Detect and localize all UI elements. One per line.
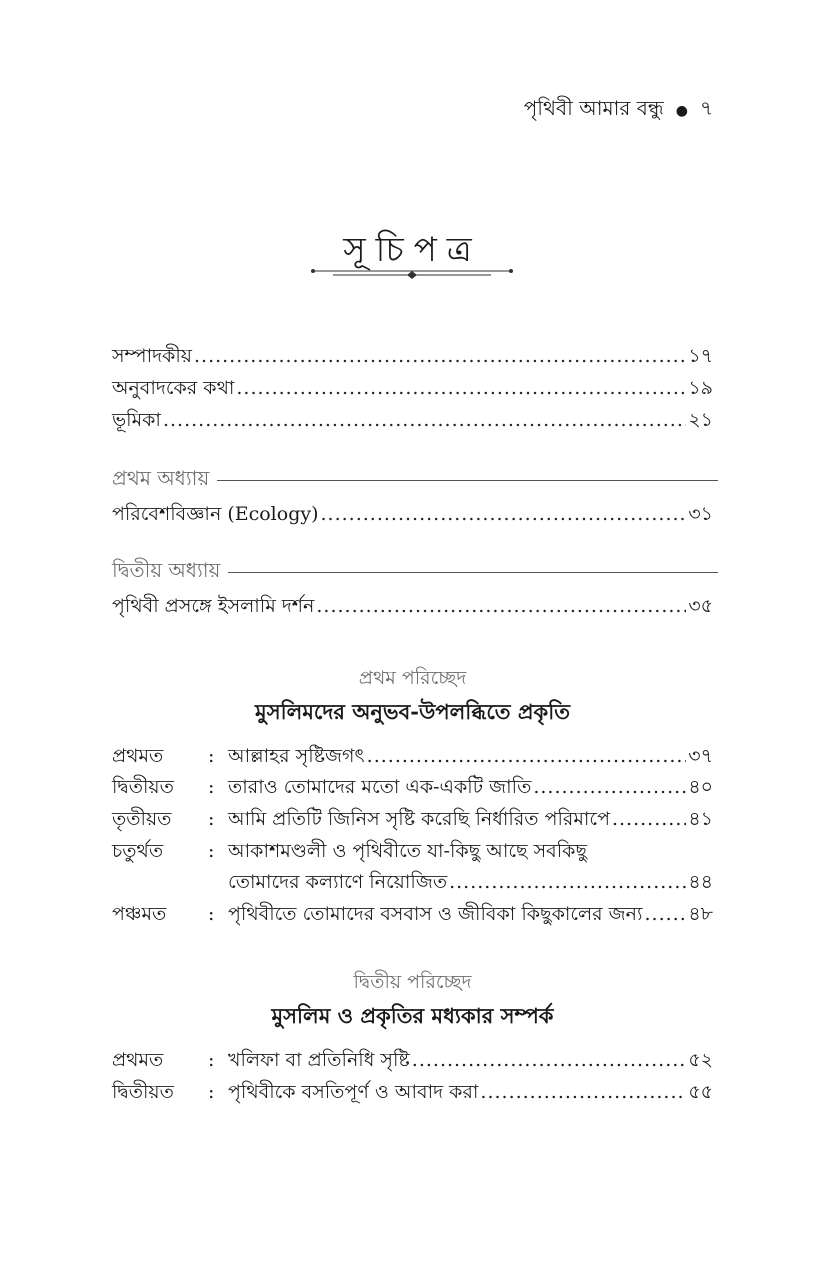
- toc-subentry[interactable]: [112, 805, 713, 835]
- subentry-text: আকাশমণ্ডলী ও পৃথিবীতে যা-কিছু আছে সবকিছু: [228, 840, 587, 862]
- colon: :: [208, 808, 215, 830]
- toc-entry-page: ১৯: [688, 377, 713, 399]
- toc-entry-page: ৫৫: [688, 1081, 713, 1103]
- toc-entry-label: অনুবাদকের কথা: [112, 377, 235, 399]
- ordinal-label: পঞ্চমত: [112, 903, 167, 925]
- toc-entry-page: ৩৭: [688, 745, 713, 767]
- dot-leader: [612, 808, 686, 830]
- toc-entry-page: ১৭: [688, 345, 713, 367]
- toc-subentry[interactable]: [112, 742, 713, 772]
- subentry-text: পৃথিবীতে তোমাদের বসবাস ও জীবিকা কিছুকালের জন্য: [228, 903, 643, 925]
- toc-entry-page: ৫২: [688, 1049, 713, 1071]
- dot-leader: [533, 776, 686, 798]
- ordinal-label: দ্বিতীয়ত: [112, 776, 174, 798]
- chapter-heading-label: প্রথম অধ্যায়: [112, 465, 210, 490]
- toc-entry[interactable]: [112, 592, 713, 622]
- dot-leader: [163, 409, 686, 431]
- toc-entry-label: ভূমিকা: [112, 409, 161, 431]
- dot-leader: [480, 1081, 686, 1103]
- dot-leader: [449, 871, 686, 893]
- subentry-text: আমি প্রতিটি জিনিস সৃষ্টি করেছি নির্ধারিত পরিমাপে: [228, 808, 610, 830]
- section-caption: দ্বিতীয় পরিচ্ছেদ: [353, 971, 472, 993]
- toc-entry[interactable]: [112, 374, 713, 404]
- colon: :: [208, 1081, 215, 1103]
- toc-subentry[interactable]: [112, 773, 713, 803]
- toc-entry[interactable]: [112, 406, 713, 436]
- subentry-text: আল্লাহর সৃষ্টিজগৎ: [228, 745, 365, 767]
- dot-leader: [367, 745, 687, 767]
- section-caption: প্রথম পরিচ্ছেদ: [358, 667, 467, 689]
- toc-entry-page: ৪০: [688, 776, 713, 798]
- subentry-text: খলিফা বা প্রতিনিধি সৃষ্টি: [228, 1049, 410, 1071]
- colon: :: [208, 903, 215, 925]
- colon: :: [208, 776, 215, 798]
- title-ornament-divider: [309, 266, 515, 280]
- section-title: মুসলিম ও প্রকৃতির মধ্যকার সম্পর্ক: [271, 1003, 554, 1028]
- toc-entry-page: ৩৫: [688, 595, 713, 617]
- page-number: ৭: [699, 96, 713, 120]
- book-title: পৃথিবী আমার বন্ধু: [523, 96, 664, 120]
- ordinal-label: তৃতীয়ত: [112, 808, 172, 830]
- toc-entry-page: ৩১: [688, 503, 713, 525]
- toc-entry[interactable]: [112, 342, 713, 372]
- colon: :: [208, 840, 215, 862]
- toc-subentry[interactable]: [112, 837, 713, 867]
- toc-subentry-continuation[interactable]: [228, 868, 713, 898]
- toc-entry-label: সম্পাদকীয়: [112, 345, 192, 367]
- toc-entry-label: পৃথিবী প্রসঙ্গে ইসলামি দর্শন: [112, 595, 315, 617]
- page-title: সূচিপত্র: [343, 230, 482, 270]
- colon: :: [208, 745, 215, 767]
- toc-subentry[interactable]: [112, 1078, 713, 1108]
- dot-leader: [194, 345, 686, 367]
- chapter-heading-label: দ্বিতীয় অধ্যায়: [112, 557, 221, 582]
- ordinal-label: দ্বিতীয়ত: [112, 1081, 174, 1103]
- subentry-text: তোমাদের কল্যাণে নিয়োজিত: [228, 871, 448, 893]
- dot-leader: [412, 1049, 687, 1071]
- toc-entry-page: ২১: [688, 409, 713, 431]
- chapter-heading: [112, 557, 718, 587]
- ordinal-label: প্রথমত: [112, 1049, 164, 1071]
- colon: :: [208, 1049, 215, 1071]
- dot-leader: [236, 377, 686, 399]
- toc-entry-page: ৪১: [688, 808, 713, 830]
- toc-subentry[interactable]: [112, 900, 713, 930]
- toc-entry-page: ৪৮: [688, 903, 713, 925]
- section-title: মুসলিমদের অনুভব-উপলব্ধিতে প্রকৃতি: [255, 699, 570, 724]
- bullet-separator: ●: [675, 102, 688, 119]
- subentry-text: পৃথিবীকে বসতিপূর্ণ ও আবাদ করা: [228, 1081, 479, 1103]
- toc-entry-page: ৪৪: [688, 871, 713, 893]
- subentry-text: তারাও তোমাদের মতো এক-একটি জাতি: [228, 776, 532, 798]
- chapter-rule: [217, 480, 718, 481]
- ordinal-label: প্রথমত: [112, 745, 164, 767]
- dot-leader: [321, 503, 687, 525]
- dot-leader: [316, 595, 686, 617]
- toc-subentry[interactable]: [112, 1046, 713, 1076]
- running-header: [524, 94, 713, 127]
- ordinal-label: চতুর্থত: [112, 840, 164, 862]
- toc-entry-label: পরিবেশবিজ্ঞান (Ecology): [112, 503, 319, 525]
- toc-entry[interactable]: [112, 500, 713, 530]
- chapter-heading: [112, 465, 718, 495]
- chapter-rule: [228, 572, 718, 573]
- dot-leader: [645, 903, 687, 925]
